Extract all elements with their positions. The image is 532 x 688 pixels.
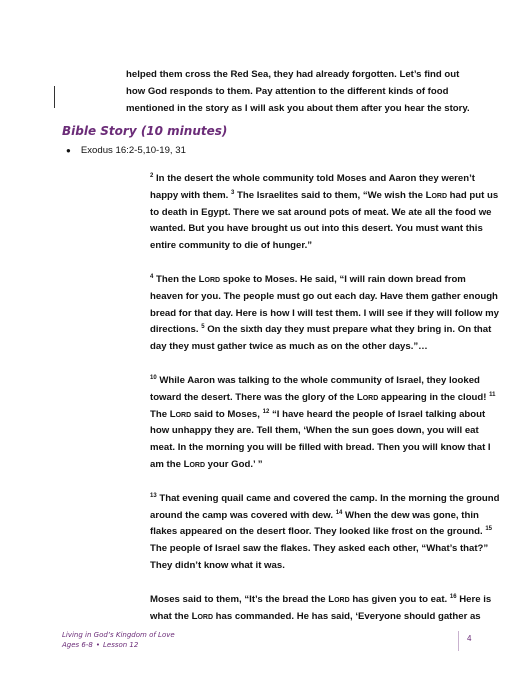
story-paragraph (150, 491, 500, 575)
footer-lesson: Lesson 12 (102, 641, 139, 649)
footer-divider (458, 631, 459, 651)
intro-line: helped them cross the Red Sea, they had already forgotten. Let’s find out (126, 69, 460, 80)
story-text: While Aaron was talking to the whole community of Israel, they looked toward the desert. There was the glory of the (150, 374, 480, 403)
scripture-reference: Exodus 16:2-5,10-19, 31 (80, 145, 186, 156)
lord-small-caps: Lord (356, 391, 379, 403)
footer-curriculum-title: Living in God’s Kingdom of Love (62, 631, 175, 639)
margin-mark (54, 86, 55, 108)
story-paragraph (150, 592, 500, 626)
story-text: has commanded. He has said, ‘Everyone should gather as (213, 610, 481, 622)
story-text: The (150, 408, 170, 420)
section-heading: Bible Story (10 minutes) (62, 124, 228, 138)
footer-separator: • (95, 641, 100, 649)
verse-number: 4 (150, 273, 154, 280)
story-text: The people of Israel saw the flakes. They asked each other, “What’s that?” They didn’t know what it was. (150, 543, 489, 571)
story-text: The Israelites said to them, “We wish the (234, 189, 426, 201)
story-text: Then the (153, 273, 199, 285)
verse-number: 16 (449, 593, 457, 600)
verse-number: 12 (262, 408, 270, 415)
bible-story (150, 171, 500, 642)
intro-line: how God responds to them. Pay attention to the different kinds of food (126, 86, 449, 97)
story-text: “I have heard the people of Israel talking about how unhappy they are. Tell them, ‘When the sun goes down, you will eat meat. In the morning you will be filled with bread. Then you will know that I am the (150, 408, 491, 470)
lord-small-caps: Lord (328, 593, 350, 605)
page-footer (62, 630, 175, 650)
story-text: Here is what the (150, 593, 492, 622)
story-text: has given you to eat. (349, 593, 450, 605)
story-paragraph (150, 171, 500, 255)
story-text: appearing in the cloud! (378, 391, 490, 403)
verse-number: 10 (150, 374, 157, 381)
bullet-dot-icon: ● (66, 146, 71, 155)
lord-small-caps: Lord (169, 408, 192, 420)
story-text: had put us to death in Egypt. There we sat around pots of meat. We ate all the food we wanted. But you have brought us out into this desert. You must want this entire community to die of hunger.” (150, 189, 499, 252)
story-text: your God.’ ” (205, 458, 263, 470)
verse-number: 5 (201, 324, 205, 331)
lord-small-caps: Lord (191, 610, 213, 622)
lord-small-caps: Lord (198, 273, 221, 285)
intro-text (126, 66, 496, 117)
story-text: spoke to Moses. He said, “I will rain down bread from heaven for you. The people must go out each day. Have them gather enough bread for that day. Here is how I will test them. I will see if they will follow my directions. (150, 273, 500, 336)
intro-line: mentioned in the story as I will ask you about them after you hear the story. (126, 103, 470, 114)
verse-number: 15 (485, 526, 492, 533)
footer-ages: Ages 6-8 (62, 641, 93, 649)
story-text: Moses said to them, “It’s the bread the (150, 593, 329, 605)
verse-number: 14 (335, 509, 343, 516)
verse-number: 13 (150, 492, 157, 499)
footer-lesson-info (62, 640, 175, 650)
scripture-reference-item (66, 145, 186, 156)
verse-number: 2 (150, 172, 154, 179)
story-text: In the desert the whole community told Moses and Aaron they weren’t happy with them. (150, 173, 475, 201)
story-text: said to Moses, (191, 408, 263, 420)
lord-small-caps: Lord (183, 458, 206, 470)
story-paragraph (150, 272, 500, 356)
story-paragraph (150, 373, 500, 474)
lord-small-caps: Lord (425, 189, 448, 201)
story-text: That evening quail came and covered the camp. In the morning the ground around the camp was covered with dew. (150, 492, 500, 521)
story-text: On the sixth day they must prepare what they bring in. On that day they must gather twice as much as on the other days.”… (150, 324, 492, 353)
verse-number: 3 (231, 189, 235, 196)
verse-number: 11 (489, 391, 496, 398)
story-text: When the dew was gone, thin flakes appeared on the desert floor. They looked like frost on the ground. (150, 509, 486, 538)
page-number: 4 (467, 634, 472, 643)
